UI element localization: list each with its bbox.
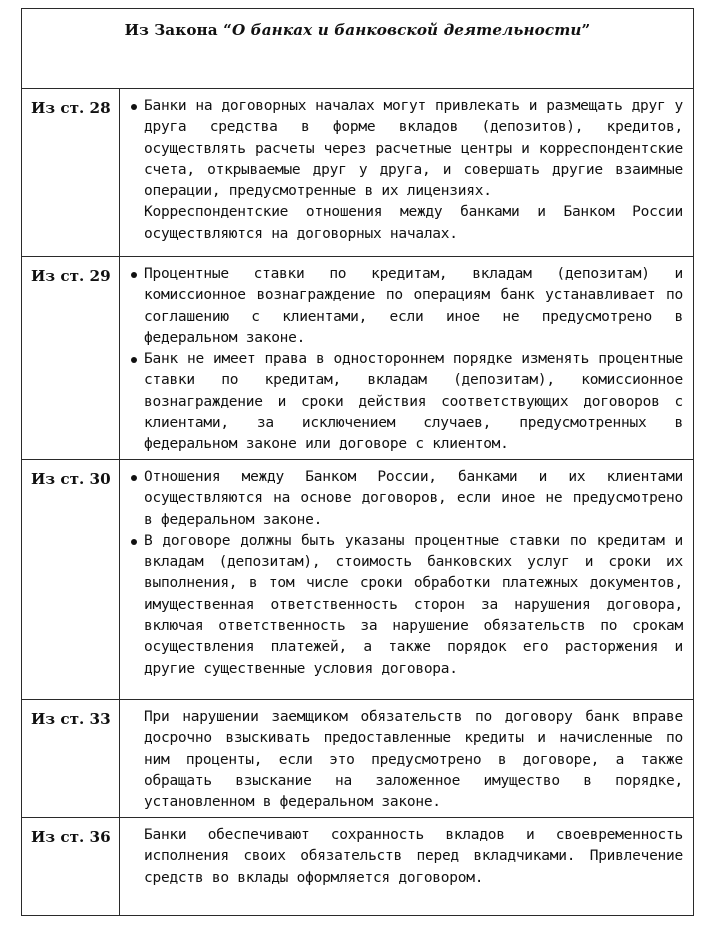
article-content [120, 89, 693, 256]
bullet-item: Процентные ставки по кредитам, вкладам (депозитам) и комиссионное вознаграждение по операциям банк устанавливает по соглашению с клиентами, если иное не предусмотрено в федеральном законе. [130, 264, 683, 349]
article-content [120, 700, 693, 817]
header-suffix: ” [581, 21, 591, 39]
table-row-article-33 [22, 700, 693, 818]
table-header [22, 9, 693, 89]
continuation-paragraph: Корреспондентские отношения между банками и Банком России осуществляются на договорных началах. [144, 204, 683, 242]
law-excerpt-table [21, 8, 694, 916]
table-row-article-36 [22, 818, 693, 915]
table-row-article-29 [22, 257, 693, 460]
bullet-item: Отношения между Банком России, банками и их клиентами осуществляются на основе договоров, если иное не предусмотрено в федеральном законе. [130, 467, 683, 531]
article-label: Из ст. 28 [22, 89, 120, 256]
header-prefix: Из Закона “ [124, 21, 232, 39]
article-paragraph: Банки обеспечивают сохранность вкладов и своевременность исполнения своих обязательств перед вкладчиками. Привлечение средств во вклады оформляется договором. [144, 827, 683, 886]
law-title: О банках и банковской деятельности [231, 21, 582, 39]
table-row-article-28 [22, 89, 693, 257]
article-label: Из ст. 30 [22, 460, 120, 699]
article-content [120, 257, 693, 459]
article-paragraph: При нарушении заемщиком обязательств по договору банк вправе досрочно взыскивать предоставленные кредиты и начисленные по ним проценты, если это предусмотрено в договоре, а также обращать взыскание на заложенное имущество в порядке, установленном в федеральном законе. [144, 709, 683, 811]
article-label: Из ст. 33 [22, 700, 120, 817]
article-label: Из ст. 29 [22, 257, 120, 459]
bullet-item: Банки на договорных началах могут привлекать и размещать друг у друга средства в форме вкладов (депозитов), кредитов, осуществлять расчеты через расчетные центры и корреспондентские счета, открываемые друг у друга, и совершать другие взаимные операции, предусмотренные в их лицензиях. [130, 96, 683, 202]
article-content [120, 460, 693, 699]
bullet-item: Банк не имеет права в одностороннем порядке изменять процентные ставки по кредитам, вкладам (депозитам), комиссионное вознаграждение и сроки действия соответствующих договоров с клиентами, за исключением случаев, предусмотренных в федеральном законе или договоре с клиентом. [130, 349, 683, 455]
article-content [120, 818, 693, 915]
article-label: Из ст. 36 [22, 818, 120, 915]
table-row-article-30 [22, 460, 693, 700]
bullet-item: В договоре должны быть указаны процентные ставки по кредитам и вкладам (депозитам), стоимость банковских услуг и сроки их выполнения, в том числе сроки обработки платежных документов, имущественная ответственность сторон за нарушения договора, включая ответственность за нарушение обязательств по срокам осуществления платежей, а также порядок его расторжения и другие существенные условия договора. [130, 531, 683, 680]
